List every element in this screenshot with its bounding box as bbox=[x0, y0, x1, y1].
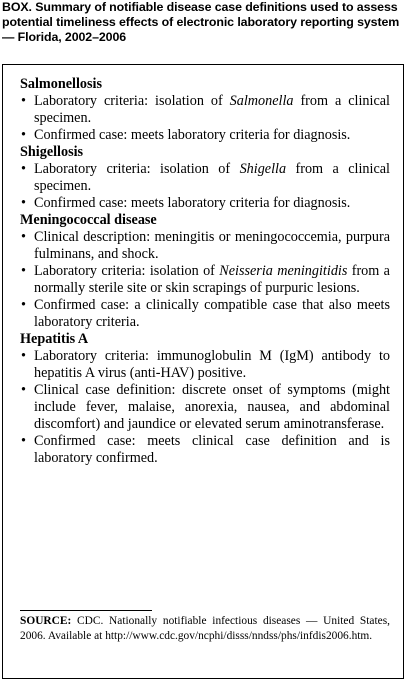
list-item bbox=[20, 229, 390, 263]
item-text: from a clinical specimen. bbox=[34, 161, 390, 194]
criteria-list bbox=[20, 161, 390, 212]
source-text: CDC. Nationally notifiable infectious diseases — United States, 2006. Available at http://www.cdc.gov/ncphi/disss/nndss/phs/infdis2006.htm. bbox=[20, 615, 390, 642]
list-item bbox=[20, 382, 390, 433]
source-label: SOURCE: bbox=[20, 615, 72, 627]
list-item bbox=[20, 433, 390, 467]
item-text: from a normally sterile site or skin scrapings of purpuric lesions. bbox=[34, 263, 390, 296]
item-text: Clinical description: meningitis or meningococcemia, purpura fulminans, and shock. bbox=[34, 229, 390, 262]
item-text: Laboratory criteria: isolation of bbox=[34, 93, 230, 109]
list-item bbox=[20, 348, 390, 382]
list-item bbox=[20, 127, 390, 144]
section-meningococcal-disease bbox=[20, 212, 390, 331]
item-text: Clinical case definition: discrete onset of symptoms (might include fever, malaise, anorexia, nausea, and abdominal discomfort) and jaundice or elevated serum aminotransferase. bbox=[34, 382, 390, 432]
section-salmonellosis bbox=[20, 76, 390, 144]
criteria-list bbox=[20, 229, 390, 331]
footnote-divider bbox=[20, 610, 152, 611]
organism-name: Salmonella bbox=[229, 93, 294, 109]
criteria-list bbox=[20, 93, 390, 144]
section-heading: Salmonellosis bbox=[20, 76, 102, 92]
section-heading: Shigellosis bbox=[20, 144, 84, 160]
section-shigellosis bbox=[20, 144, 390, 212]
section-heading: Hepatitis A bbox=[20, 331, 89, 347]
definitions-content bbox=[20, 76, 390, 467]
list-item bbox=[20, 297, 390, 331]
item-text: Laboratory criteria: isolation of bbox=[34, 263, 220, 279]
section-heading: Meningococcal disease bbox=[20, 212, 157, 228]
item-text: Laboratory criteria: isolation of bbox=[34, 161, 240, 177]
source-note bbox=[20, 614, 390, 644]
item-text: from a clinical specimen. bbox=[34, 93, 390, 126]
organism-name: Shigella bbox=[239, 161, 287, 177]
item-text: Confirmed case: meets laboratory criteria for diagnosis. bbox=[34, 195, 351, 211]
item-text: Confirmed case: meets laboratory criteria for diagnosis. bbox=[34, 127, 351, 143]
box-title: BOX. Summary of notifiable disease case definitions used to assess potential timeliness effects of electronic laboratory reporting system — Florida, 2002–2006 bbox=[2, 0, 400, 44]
list-item bbox=[20, 263, 390, 297]
item-text: Laboratory criteria: immunoglobulin M (IgM) antibody to hepatitis A virus (anti-HAV) positive. bbox=[34, 348, 390, 381]
list-item bbox=[20, 93, 390, 127]
item-text: Confirmed case: a clinically compatible case that also meets laboratory criteria. bbox=[34, 297, 390, 330]
item-text: Confirmed case: meets clinical case definition and is laboratory confirmed. bbox=[34, 433, 390, 466]
list-item bbox=[20, 195, 390, 212]
organism-name: Neisseria meningitidis bbox=[219, 263, 348, 279]
section-hepatitis-a bbox=[20, 331, 390, 467]
list-item bbox=[20, 161, 390, 195]
criteria-list bbox=[20, 348, 390, 467]
